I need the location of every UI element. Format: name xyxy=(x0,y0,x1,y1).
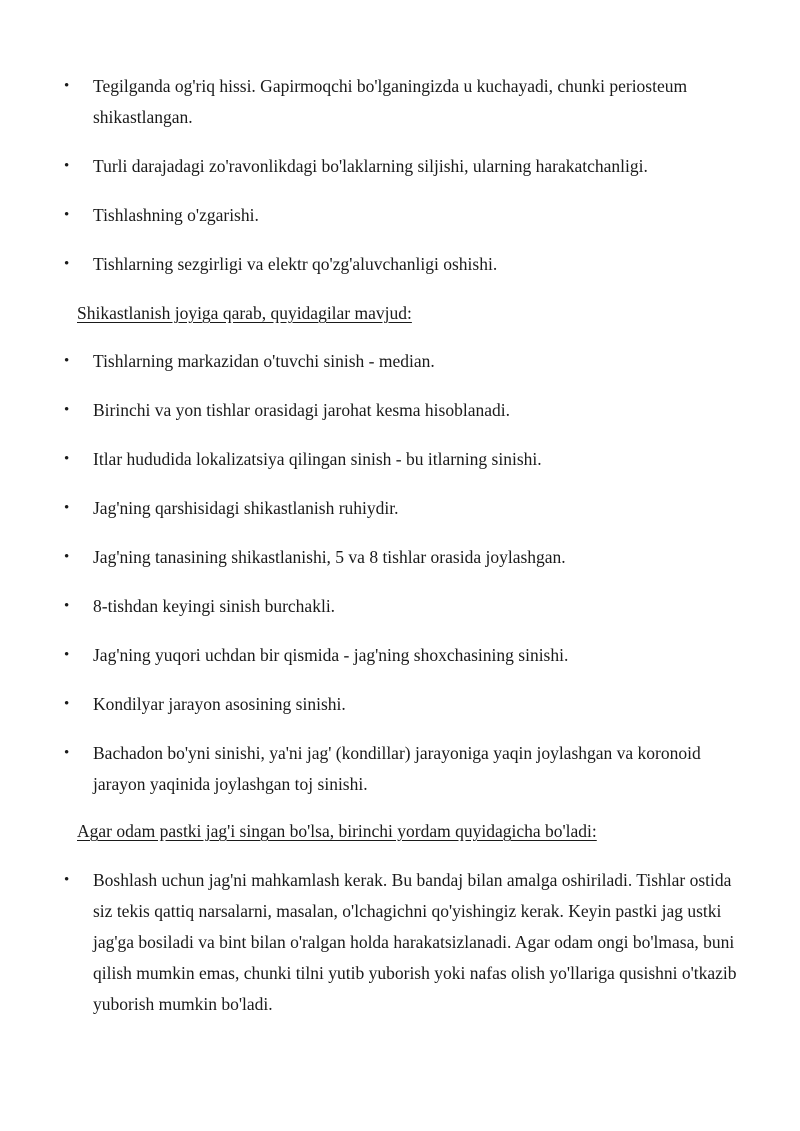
list-item-text: Tishlashning o'zgarishi. xyxy=(93,205,259,225)
bullet: • xyxy=(64,872,70,888)
bullet: • xyxy=(64,207,70,223)
list-item xyxy=(0,493,800,524)
fracture-location-list xyxy=(0,346,800,818)
bullet: • xyxy=(64,256,70,272)
bullet: • xyxy=(64,696,70,712)
symptoms-list xyxy=(0,71,800,298)
list-item-text: Kondilyar jarayon asosining sinishi. xyxy=(93,694,346,714)
bullet: • xyxy=(64,598,70,614)
bullet: • xyxy=(64,745,70,761)
list-item-text: Jag'ning tanasining shikastlanishi, 5 va 8 tishlar orasida joylashgan. xyxy=(93,547,566,567)
list-item-text: Jag'ning qarshisidagi shikastlanish ruhiydir. xyxy=(93,498,399,518)
list-item xyxy=(0,151,800,182)
list-item-text: Tishlarning sezgirligi va elektr qo'zg'aluvchanligi oshishi. xyxy=(93,254,498,274)
list-item-text: Tegilganda og'riq hissi. Gapirmoqchi bo'lganingizda u kuchayadi, chunki periosteum shikastlangan. xyxy=(93,76,688,127)
section-heading-location: Shikastlanish joyiga qarab, quyidagilar mavjud: xyxy=(77,303,412,323)
list-item xyxy=(0,346,800,377)
section-heading-first-aid: Agar odam pastki jag'i singan bo'lsa, birinchi yordam quyidagicha bo'ladi: xyxy=(77,821,597,841)
list-item xyxy=(0,395,800,426)
bullet: • xyxy=(64,78,70,94)
list-item xyxy=(0,591,800,622)
bullet: • xyxy=(64,353,70,369)
first-aid-list xyxy=(0,865,800,1020)
list-item xyxy=(0,689,800,720)
list-item-text: Tishlarning markazidan o'tuvchi sinish - median. xyxy=(93,351,435,371)
bullet: • xyxy=(64,549,70,565)
list-item xyxy=(0,71,800,133)
list-item xyxy=(0,249,800,280)
list-item-text: Turli darajadagi zo'ravonlikdagi bo'laklarning siljishi, ularning harakatchanligi. xyxy=(93,156,648,176)
list-item xyxy=(0,738,800,800)
bullet: • xyxy=(64,500,70,516)
list-item-text: Jag'ning yuqori uchdan bir qismida - jag'ning shoxchasining sinishi. xyxy=(93,645,569,665)
list-item xyxy=(0,444,800,475)
bullet: • xyxy=(64,158,70,174)
bullet: • xyxy=(64,451,70,467)
list-item-text: Birinchi va yon tishlar orasidagi jarohat kesma hisoblanadi. xyxy=(93,400,510,420)
list-item xyxy=(0,200,800,231)
list-item xyxy=(0,865,800,1020)
list-item-text: Itlar hududida lokalizatsiya qilingan sinish - bu itlarning sinishi. xyxy=(93,449,542,469)
list-item xyxy=(0,542,800,573)
list-item-text: Boshlash uchun jag'ni mahkamlash kerak. Bu bandaj bilan amalga oshiriladi. Tishlar ostida siz tekis qattiq narsalarni, masalan, o'lchagichni qo'yishingiz kerak. Keyin pastki jag ustki jag'ga bosiladi va bint bilan o'ralgan holda harakatsizlanadi. Agar odam ongi bo'lmasa, buni qilish mumkin emas, chunki tilni yutib yuborish yoki nafas olish yo'llariga qusishni o'tkazib yuborish mumkin bo'ladi. xyxy=(93,870,737,1014)
list-item-text: 8-tishdan keyingi sinish burchakli. xyxy=(93,596,336,616)
list-item xyxy=(0,640,800,671)
bullet: • xyxy=(64,402,70,418)
list-item-text: Bachadon bo'yni sinishi, ya'ni jag' (kondillar) jarayoniga yaqin joylashgan va koronoid jarayon yaqinida joylashgan toj sinishi. xyxy=(93,743,701,794)
bullet: • xyxy=(64,647,70,663)
